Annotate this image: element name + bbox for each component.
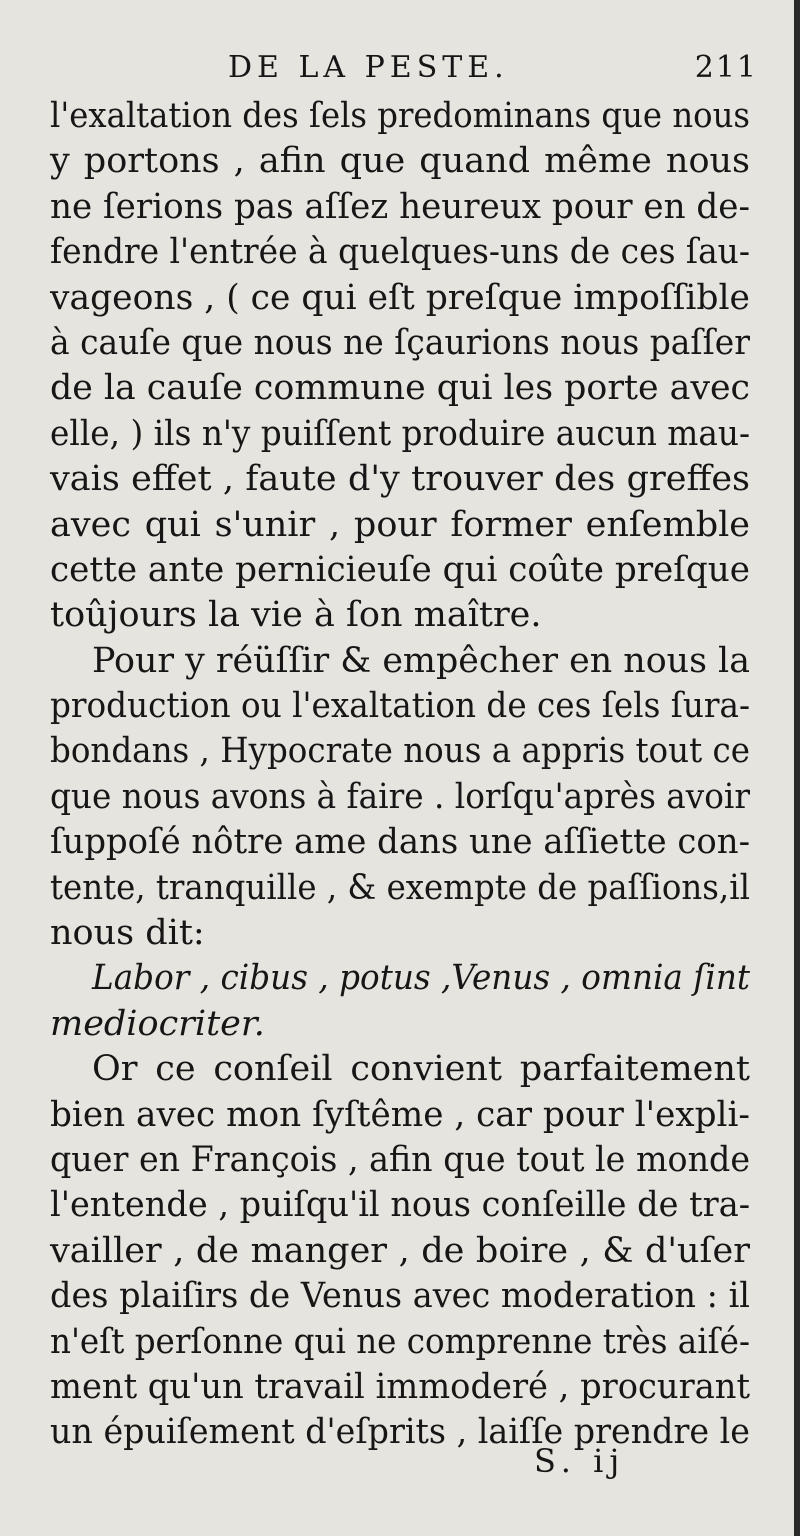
text-line: [50, 1047, 750, 1092]
text-line-content: bondans , Hypocrate nous a appris tout ce: [50, 731, 750, 772]
text-line-content: mediocriter.: [50, 1003, 265, 1044]
running-title: DE LA PESTE.: [228, 50, 509, 85]
text-line-content: ment qu'un travail immoderé , procurant: [50, 1366, 751, 1407]
text-line-content: l'entende , puiſqu'il nous conſeille de tra-: [50, 1185, 751, 1226]
text-line: [50, 230, 750, 275]
text-line: [50, 548, 750, 593]
text-line: [50, 1183, 750, 1228]
text-line-content: vais effet , faute d'y trouver des greffes: [50, 459, 751, 500]
text-line-content: vageons , ( ce qui eſt preſque impoſſible: [50, 277, 750, 318]
text-line-content: production ou l'exaltation de ces ſels ſura-: [50, 686, 750, 727]
text-line: [50, 412, 750, 457]
text-line-content: quer en François , afin que tout le monde: [50, 1139, 751, 1180]
text-line: [50, 1274, 750, 1319]
text-line: [50, 956, 750, 1001]
text-line-content: vailler , de manger , de boire , & d'uſer: [50, 1230, 750, 1271]
text-line: [50, 321, 750, 366]
text-line-content: y portons , afin que quand même nous: [50, 141, 751, 182]
text-line-content: fendre l'entrée à quelques-uns de ces ſau-: [50, 232, 750, 273]
text-line-content: avec qui s'unir , pour former enſemble: [50, 504, 751, 545]
text-line: [50, 775, 750, 820]
page-edge-shadow: [794, 0, 800, 1536]
text-line-content: à cauſe que nous ne ſçaurions nous paſſer: [50, 322, 750, 363]
text-line: [50, 1093, 750, 1138]
text-line-content: l'exaltation des ſels predominans que nous: [50, 96, 750, 136]
text-line-content: tente, tranquille , & exempte de paſſions,il: [50, 867, 750, 908]
text-line-content: de la cauſe commune qui les porte avec: [50, 368, 751, 409]
text-line-content: que nous avons à faire . lorſqu'après avoir: [50, 776, 751, 817]
text-line: [50, 457, 750, 502]
text-line-content: Or ce conſeil convient parfaitement: [92, 1049, 750, 1090]
text-line: [50, 911, 750, 956]
text-line: [50, 366, 750, 411]
text-line: [50, 820, 750, 865]
text-line-content: cette ante pernicieuſe qui coûte preſque: [50, 549, 751, 590]
text-line: [50, 593, 750, 638]
text-line-content: toûjours la vie à ſon maître.: [50, 595, 542, 636]
text-line: [50, 1410, 750, 1455]
text-line: [50, 866, 750, 911]
body-text: [50, 94, 750, 1456]
text-line-content: Labor , cibus , potus ,Venus , omnia ſint: [92, 958, 750, 999]
text-line-content: des plaiſirs de Venus avec moderation : il: [50, 1276, 751, 1317]
text-line: [50, 729, 750, 774]
text-line: [50, 684, 750, 729]
text-line-content: nous dit:: [50, 913, 205, 954]
page-header: [228, 50, 758, 90]
text-line-content: bien avec mon ſyſtême , car pour l'expli-: [50, 1094, 750, 1135]
text-line: [50, 639, 750, 684]
text-line: [50, 1229, 750, 1274]
page-number: 211: [694, 50, 758, 85]
text-line: [50, 276, 750, 321]
text-line: [50, 139, 750, 184]
text-line: [50, 503, 750, 548]
text-line-content: elle, ) ils n'y puiſſent produire aucun mau-: [50, 413, 751, 454]
text-line: [50, 185, 750, 230]
text-line-content: n'eſt perſonne qui ne comprenne très aiſé-: [50, 1321, 750, 1362]
text-line-content: Pour y réüſſir & empêcher en nous la: [92, 640, 750, 681]
text-line-content: ne ſerions pas aſſez heureux pour en de-: [50, 186, 750, 227]
text-line: [50, 1365, 750, 1410]
text-line-content: ſuppoſé nôtre ame dans une aſſiette con-: [50, 822, 751, 863]
text-line: [50, 94, 750, 139]
text-line-content: un épuiſement d'eſprits , laiſſe prendre le: [50, 1412, 750, 1453]
text-line: [50, 1320, 750, 1365]
text-line: [50, 1138, 750, 1183]
text-line: [50, 1002, 750, 1047]
catchword: S. ij: [534, 1442, 626, 1480]
